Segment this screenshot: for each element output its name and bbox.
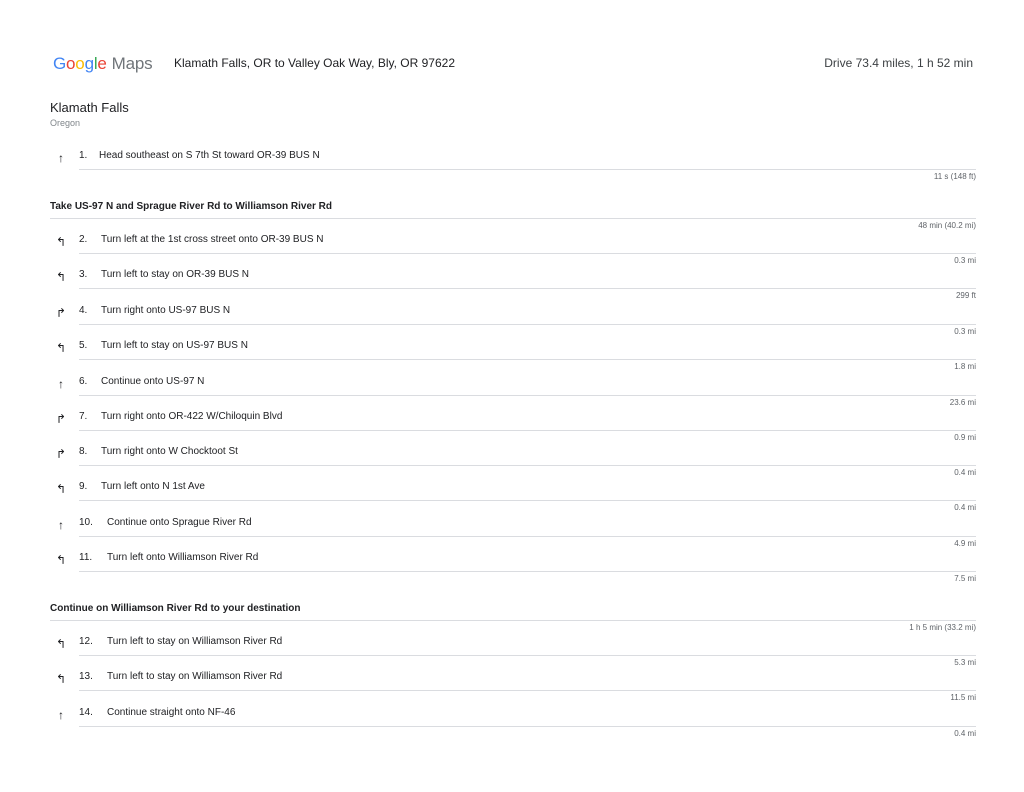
origin-city: Klamath Falls — [50, 100, 129, 115]
step-instruction: Head southeast on S 7th St toward OR-39 BUS N — [99, 150, 320, 161]
step-instruction: Turn left to stay on US-97 BUS N — [101, 340, 248, 351]
turn-left-icon: ↰ — [55, 270, 67, 284]
step-distance: 0.4 mi — [954, 468, 976, 477]
step-divider — [79, 465, 976, 466]
section-title: Continue on Williamson River Rd to your destination — [50, 603, 301, 614]
page-header — [53, 54, 973, 76]
direction-step-6 — [50, 376, 976, 412]
turn-left-icon: ↰ — [55, 482, 67, 496]
turn-right-icon: ↱ — [55, 447, 67, 461]
step-instruction: Turn left to stay on OR-39 BUS N — [101, 269, 250, 280]
step-divider — [79, 288, 976, 289]
step-instruction: Turn left onto Williamson River Rd — [107, 552, 259, 563]
turn-left-icon: ↰ — [55, 672, 67, 686]
step-number: 7. — [79, 411, 88, 422]
turn-right-icon: ↱ — [55, 306, 67, 320]
direction-step-14 — [50, 707, 976, 743]
step-instruction: Turn left onto N 1st Ave — [101, 481, 205, 492]
turn-left-icon: ↰ — [55, 637, 67, 651]
direction-step-1 — [50, 150, 976, 186]
route-section-2 — [50, 603, 976, 632]
step-divider — [79, 726, 976, 727]
step-number: 5. — [79, 340, 88, 351]
step-number: 2. — [79, 234, 88, 245]
step-instruction: Continue straight onto NF-46 — [107, 707, 236, 718]
step-divider — [79, 500, 976, 501]
step-number: 8. — [79, 446, 88, 457]
step-divider — [79, 169, 976, 170]
step-distance: 7.5 mi — [954, 574, 976, 583]
direction-step-10 — [50, 517, 976, 553]
step-instruction: Turn left to stay on Williamson River Rd — [107, 636, 283, 647]
step-distance: 299 ft — [955, 291, 976, 300]
step-distance: 0.9 mi — [954, 433, 976, 442]
step-number: 3. — [79, 269, 88, 280]
step-divider — [79, 571, 976, 572]
route-section-1 — [50, 201, 976, 230]
step-divider — [79, 430, 976, 431]
origin-block — [50, 100, 129, 128]
step-divider — [79, 690, 976, 691]
step-instruction: Turn right onto W Chocktoot St — [101, 446, 238, 457]
step-divider — [79, 395, 976, 396]
turn-left-icon: ↰ — [55, 553, 67, 567]
straight-arrow-icon: ↑ — [58, 151, 64, 165]
step-number: 12. — [79, 636, 93, 647]
turn-right-icon: ↱ — [55, 412, 67, 426]
step-divider — [79, 324, 976, 325]
step-distance: 11 s (148 ft) — [933, 172, 976, 181]
step-number: 9. — [79, 481, 88, 492]
direction-step-3 — [50, 269, 976, 305]
step-number: 1. — [79, 150, 88, 161]
step-distance: 0.3 mi — [954, 327, 976, 336]
step-divider — [79, 536, 976, 537]
section-divider — [50, 218, 976, 219]
step-number: 6. — [79, 376, 88, 387]
turn-left-icon: ↰ — [55, 341, 67, 355]
step-instruction: Turn left at the 1st cross street onto OR-39 BUS N — [101, 234, 324, 245]
google-maps-logo: Google Maps — [53, 54, 153, 73]
step-instruction: Turn right onto US-97 BUS N — [101, 305, 231, 316]
step-number: 14. — [79, 707, 93, 718]
route-summary: Drive 73.4 miles, 1 h 52 min — [824, 56, 973, 70]
direction-step-4 — [50, 305, 976, 341]
step-distance: 5.3 mi — [954, 658, 976, 667]
direction-step-7 — [50, 411, 976, 447]
step-distance: 1.8 mi — [954, 362, 976, 371]
direction-step-11 — [50, 552, 976, 588]
direction-step-8 — [50, 446, 976, 482]
step-distance: 0.4 mi — [954, 503, 976, 512]
step-number: 4. — [79, 305, 88, 316]
step-instruction: Turn left to stay on Williamson River Rd — [107, 671, 283, 682]
section-title: Take US-97 N and Sprague River Rd to Williamson River Rd — [50, 201, 333, 212]
origin-state: Oregon — [50, 118, 81, 128]
straight-arrow-icon: ↑ — [58, 518, 64, 532]
straight-arrow-icon: ↑ — [58, 377, 64, 391]
step-distance: 11.5 mi — [950, 693, 976, 702]
step-divider — [79, 253, 976, 254]
step-instruction: Continue onto US-97 N — [101, 376, 205, 387]
step-distance: 0.3 mi — [954, 256, 976, 265]
direction-step-12 — [50, 636, 976, 672]
step-instruction: Continue onto Sprague River Rd — [107, 517, 252, 528]
step-instruction: Turn right onto OR-422 W/Chiloquin Blvd — [101, 411, 283, 422]
turn-left-icon: ↰ — [55, 235, 67, 249]
straight-arrow-icon: ↑ — [58, 708, 64, 722]
step-distance: 23.6 mi — [949, 398, 976, 407]
step-divider — [79, 359, 976, 360]
step-number: 13. — [79, 671, 93, 682]
route-title: Klamath Falls, OR to Valley Oak Way, Bly, OR 97622 — [174, 56, 455, 70]
step-number: 10. — [79, 517, 93, 528]
direction-step-2 — [50, 234, 976, 270]
direction-step-9 — [50, 481, 976, 517]
section-divider — [50, 620, 976, 621]
step-distance: 0.4 mi — [954, 729, 976, 738]
direction-step-13 — [50, 671, 976, 707]
section-distance: 48 min (40.2 mi) — [918, 221, 976, 230]
step-divider — [79, 655, 976, 656]
direction-step-5 — [50, 340, 976, 376]
step-distance: 4.9 mi — [954, 539, 976, 548]
section-distance: 1 h 5 min (33.2 mi) — [909, 623, 976, 632]
step-number: 11. — [79, 552, 93, 563]
